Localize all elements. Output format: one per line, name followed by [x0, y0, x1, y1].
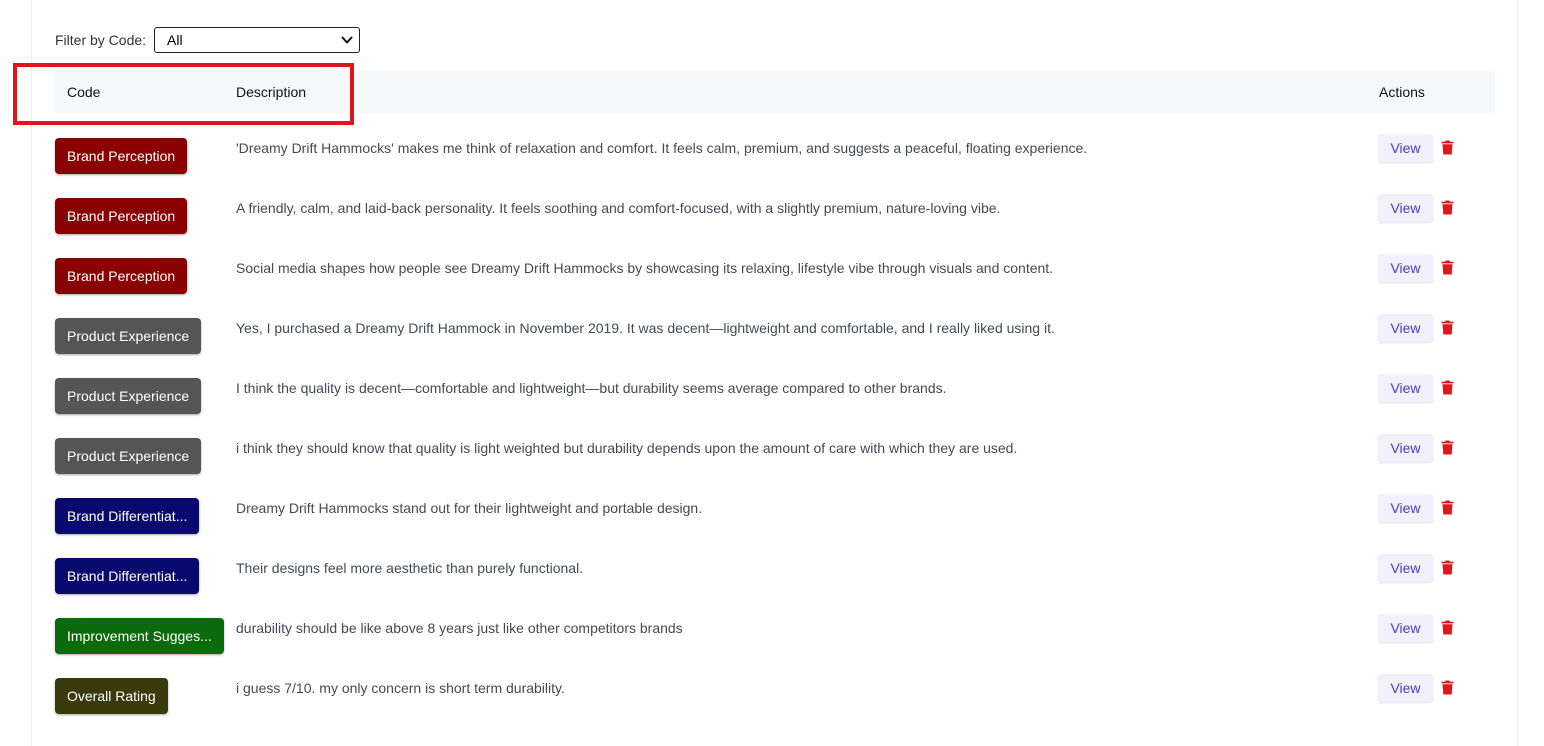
- view-button[interactable]: View: [1378, 254, 1433, 282]
- header-code: Code: [67, 84, 101, 100]
- row-description: 'Dreamy Drift Hammocks' makes me think of relaxation and comfort. It feels calm, premium, and suggests a peaceful, floating experience.: [236, 140, 1088, 156]
- view-button[interactable]: View: [1378, 614, 1433, 642]
- header-actions: Actions: [1379, 84, 1425, 100]
- view-button[interactable]: View: [1378, 674, 1433, 702]
- trash-icon[interactable]: [1441, 380, 1454, 395]
- table-row: [55, 554, 1495, 614]
- row-description: Their designs feel more aesthetic than purely functional.: [236, 560, 584, 576]
- view-button[interactable]: View: [1378, 434, 1433, 462]
- code-badge[interactable]: Overall Rating: [55, 678, 168, 714]
- table-row: [55, 374, 1495, 434]
- code-badge[interactable]: Brand Perception: [55, 258, 187, 294]
- view-button[interactable]: View: [1378, 374, 1433, 402]
- trash-icon[interactable]: [1441, 680, 1454, 695]
- table-row: [55, 494, 1495, 554]
- row-description: I think the quality is decent—comfortable and lightweight—but durability seems average compared to other brands.: [236, 380, 947, 396]
- table-row: [55, 194, 1495, 254]
- filter-row: [55, 27, 360, 53]
- code-badge[interactable]: Brand Perception: [55, 198, 187, 234]
- trash-icon[interactable]: [1441, 560, 1454, 575]
- code-badge[interactable]: Product Experience: [55, 438, 201, 474]
- table-row: [55, 314, 1495, 374]
- filter-label: Filter by Code:: [55, 32, 147, 48]
- code-badge[interactable]: Product Experience: [55, 378, 201, 414]
- row-description: Social media shapes how people see Dreamy Drift Hammocks by showcasing its relaxing, lifestyle vibe through visuals and content.: [236, 260, 1054, 276]
- code-badge[interactable]: Product Experience: [55, 318, 201, 354]
- filter-selected-value: All: [167, 32, 183, 48]
- row-description: i guess 7/10. my only concern is short term durability.: [236, 680, 565, 696]
- trash-icon[interactable]: [1441, 140, 1454, 155]
- row-description: Yes, I purchased a Dreamy Drift Hammock in November 2019. It was decent—lightweight and comfortable, and I really liked using it.: [236, 320, 1055, 336]
- trash-icon[interactable]: [1441, 320, 1454, 335]
- code-badge[interactable]: Improvement Sugges...: [55, 618, 224, 654]
- row-description: A friendly, calm, and laid-back personality. It feels soothing and comfort-focused, with a slightly premium, nature-loving vibe.: [236, 200, 1001, 216]
- table-row: [55, 134, 1495, 194]
- row-description: Dreamy Drift Hammocks stand out for their lightweight and portable design.: [236, 500, 703, 516]
- code-badge[interactable]: Brand Differentiat...: [55, 498, 199, 534]
- table-row: [55, 434, 1495, 494]
- trash-icon[interactable]: [1441, 620, 1454, 635]
- view-button[interactable]: View: [1378, 134, 1433, 162]
- row-description: durability should be like above 8 years just like other competitors brands: [236, 620, 683, 636]
- table-row: [55, 674, 1495, 734]
- row-description: i think they should know that quality is light weighted but durability depends upon the amount of care with which they are used.: [236, 440, 1018, 456]
- header-description: Description: [236, 84, 307, 100]
- code-badge[interactable]: Brand Differentiat...: [55, 558, 199, 594]
- trash-icon[interactable]: [1441, 440, 1454, 455]
- view-button[interactable]: View: [1378, 314, 1433, 342]
- table-row: [55, 254, 1495, 314]
- code-badge[interactable]: Brand Perception: [55, 138, 187, 174]
- trash-icon[interactable]: [1441, 260, 1454, 275]
- trash-icon[interactable]: [1441, 200, 1454, 215]
- table-row: [55, 614, 1495, 674]
- code-filter-select[interactable]: [154, 27, 360, 53]
- view-button[interactable]: View: [1378, 194, 1433, 222]
- chevron-down-icon: [341, 35, 353, 45]
- view-button[interactable]: View: [1378, 554, 1433, 582]
- view-button[interactable]: View: [1378, 494, 1433, 522]
- trash-icon[interactable]: [1441, 500, 1454, 515]
- table-header: [55, 71, 1495, 113]
